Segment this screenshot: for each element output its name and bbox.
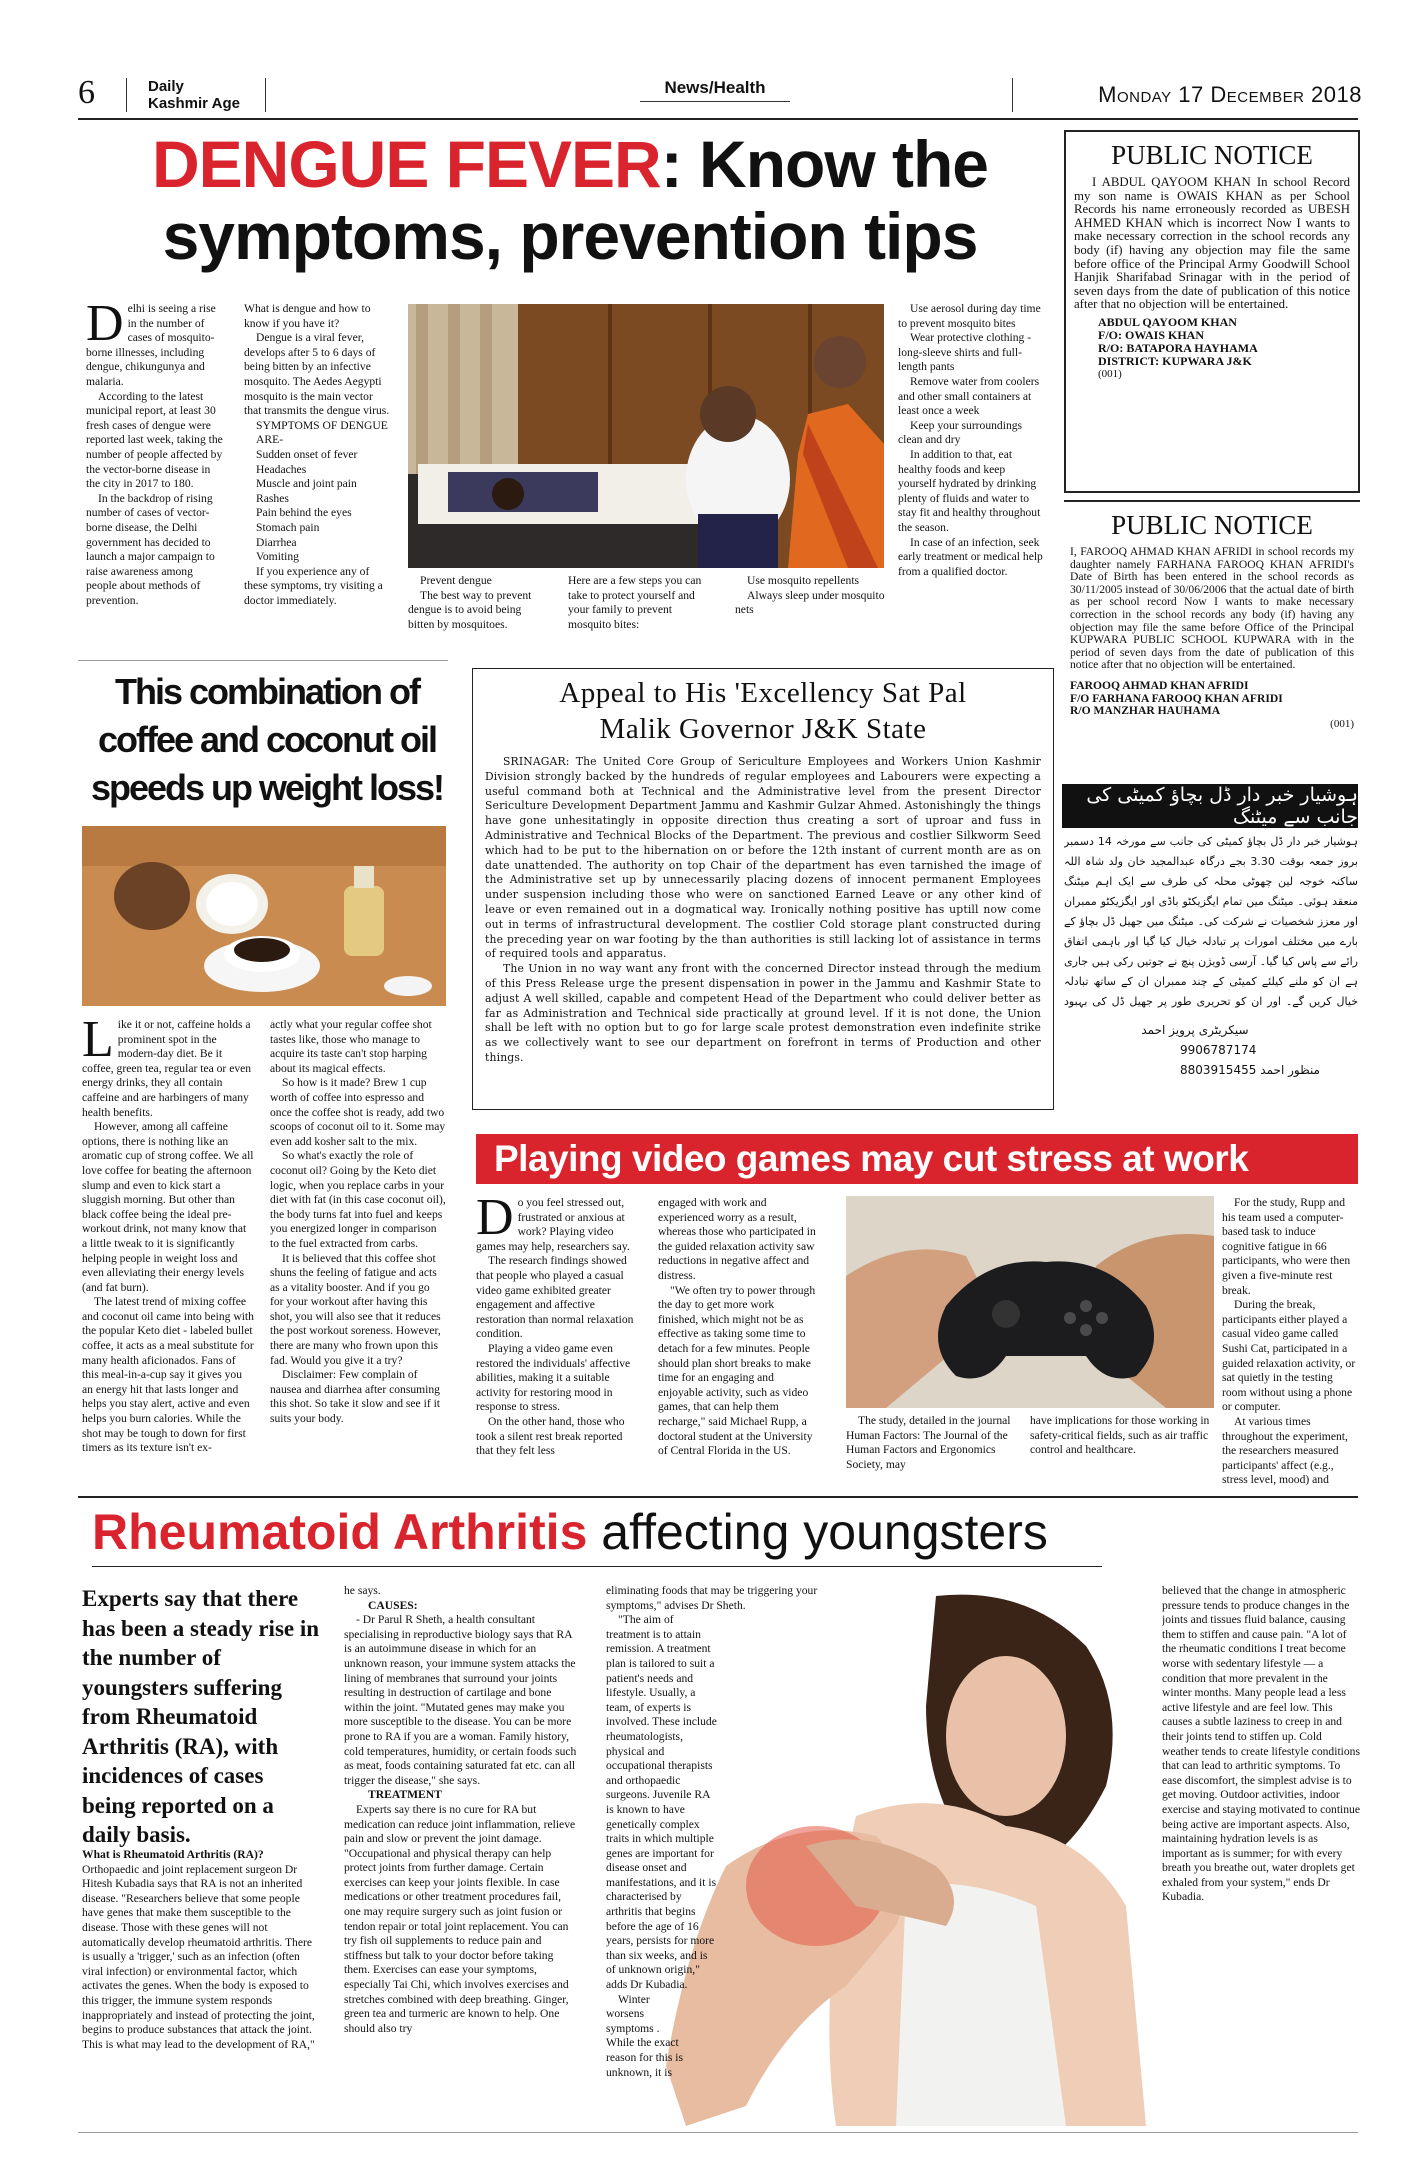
ra-col2-p2: Experts say there is no cure for RA but medication can reduce joint inflammation, relieve pain and slow or prevent the joint damage. "Occupational and physical therapy can help protect joints from further damage. Certain exercises can keep your joints flexible. In case medications or other treatment procedures fail, one may require surgery such as joint fusion or tendon repair or total joint replacement. You can try fish oil supplements to reduce pain and stiffness but talk to your doctor before taking them. Exercises can ease your symptoms, especially Tai Chi, which involves exercises and stretches combined with deep breathing. Ginger, green tea and turmeric are known to help. One should also try [344, 1802, 576, 2035]
ra-col3-p1: eliminating foods that may be triggering your symptoms," advises Dr Sheth. [606, 1584, 818, 1612]
notice2-title: PUBLIC NOTICE [1111, 510, 1313, 540]
ra-lead: Experts say that there has been a steady rise in the number of youngsters suffering from Rheumatoid Arthritis (RA), with incidences of cases being reported on a daily basis. [82, 1586, 320, 1847]
ra-col-right [1162, 1584, 1360, 2126]
games-col2-p2: "We often try to power through the day to get more work finished, which might not be as effective as taking some time to detach for a few minutes. People should plan short breaks to make time for an engaging and enjoyable activity, such as video games, that can help them recharge," said Michael Rupp, a doctoral student at the University of Central Florida in the US. [658, 1283, 816, 1458]
dengue-below3-title: Use mosquito repellents [747, 574, 860, 587]
dengue-col1-p1: elhi is seeing a rise in the number of cases of mosquito-borne illnesses, including dengue, chikungunya and malaria. [86, 302, 216, 388]
coffee-col2-p3: So what's exactly the role of coconut oil? Going by the Keto diet logic, when you replace carbs in your diet with fat (in this case coconut oil), the body turns fat into fuel and keeps you energized longer in comparison to the fuel extracted from carbs. [270, 1149, 446, 1250]
dengue-headline-black: : Know the [660, 127, 989, 201]
page-number: 6 [78, 74, 95, 111]
coffee-coconut-photo [82, 826, 446, 1006]
games-right-p2: During the break, participants either played a casual video game called Sushi Cat, participated in a guided relaxation activity, or sat quietly in the testing room without using a phone or computer. [1222, 1298, 1356, 1414]
dengue-headline-red: DENGUE FEVER [151, 127, 661, 201]
notice1-sig3: R/O: BATAPORA HAYHAMA [1098, 340, 1258, 355]
dengue-right-p1: Use aerosol during day time to prevent mosquito bites [898, 302, 1041, 330]
masthead-rule [78, 118, 1358, 120]
dengue-right-p3: Remove water from coolers and other small containers at least once a week [898, 374, 1040, 418]
symptom-item: Sudden onset of fever [256, 447, 358, 461]
dengue-right-p2: Wear protective clothing - long-sleeve shirts and full-length pants [898, 331, 1032, 374]
games-col-right [1222, 1196, 1360, 1486]
dengue-doctor-photo [408, 304, 884, 568]
paper-name-line2: Kashmir Age [148, 95, 240, 112]
coffee-col2-p1: actly what your regular coffee shot tastes like, those who manage to acquire its taste can't stop harping about its magical effects. [270, 1018, 432, 1075]
games-right-p3: At various times throughout the experiment, the researchers measured participants' affect (e.g., stress level, mood) and [1222, 1414, 1348, 1486]
public-notice-1 [1064, 130, 1360, 493]
urdu-sig-name: منظور احمد [1260, 1063, 1320, 1077]
symptom-item: Muscle and joint pain [256, 477, 357, 491]
games-below1: The study, detailed in the journal Human Factors: The Journal of the Human Factors and Ergonomics Society, may [846, 1414, 1011, 1471]
notice1-body: I ABDUL QAYOOM KHAN In school Record my son name is OWAIS KHAN as per School Records his name erroneously recorded as UBESH AHMED KHAN which is incorrect Now I wants to make necessary correction in the school records any body (if) having any objection may file the same before office of the Principal Army Goodwill School Hanjik Sharifabad Srinagar with in the period of seven days from the date of publication of this notice after that no objection will be entertained. [1074, 175, 1350, 312]
dengue-right-p4: Keep your surroundings clean and dry [898, 418, 1023, 447]
games-below2: have implications for those working in safety-critical fields, such as air traffic control and healthcare. [1030, 1414, 1210, 1457]
ra-col-1 [82, 1848, 322, 2126]
dengue-col-2 [244, 302, 392, 632]
dengue-symptoms-heading: SYMPTOMS OF DENGUE ARE- [256, 418, 388, 447]
urdu-body: ہوشیار خبر دار ڈل بچاؤ کمیٹی کی جانب سے مورخہ 14 دسمبر بروز جمعہ بوقت 3.30 بجے درگاہ عبدالمجید خان ولد شاہ اللہ ساکنہ خوجہ لین چھوٹی محلہ کی طرف سے ایک اہم میٹنگ منعقد ہوئی۔ میٹنگ میں تمام ایگزیکٹو باڈی اور ایگزیکٹو ممبران اور معزز شخصیات نے شرکت کی۔ میٹنگ میں جھیل ڈل بچاؤ کے بارے میں مختلف امورات پر تبادلہ خیال کیا گیا اور باہمی اتفاق رائے سے پاس کیا گیا۔ آرسی ڈویژن پنچ نے جوتیں رکی ہیں جاری ہے ان کو ملنے کیلئے کمیٹی کے چند ممبران ان کے ساتھ تبادلہ خیال کریں گے۔ اور ان کو تحریری طور پر جھیل ڈل کی بہبود [1064, 835, 1358, 1008]
section-label: News/Health [664, 78, 766, 97]
public-notice-2 [1064, 500, 1360, 780]
symptom-item: Pain behind the eyes [256, 506, 352, 520]
symptom-item: Headaches [256, 462, 307, 476]
urdu-sig-row [1070, 1060, 1360, 1080]
dengue-col2-p3: If you experience any of these symptoms, try visiting a doctor immediately. [244, 564, 383, 607]
ra-col3-p2: "The aim of treatment is to attain remission. A treatment plan is tailored to suit a patient's needs and lifestyle. Usually, a team, of experts is involved. These include rheumatologists, physical and occupational therapists and orthopaedic surgeons. Juvenile RA is known to have genetically complex traits in which multiple genes are important for disease onset and manifestations, and it is characterised by arthritis that begins before the age of 16 years, persists for more than six weeks, and is of unknown origin," adds Dr Kubadia. [606, 1613, 717, 1992]
ra-col3-p3: Winter worsens symptoms . While the exact reason for this is unknown, it is [606, 1992, 683, 2079]
games-col2-p1: engaged with work and experienced worry as a result, whereas those who participated in the guided relaxation activity saw reductions in negative affect and distress. [658, 1196, 816, 1282]
coffee-col-2 [270, 1018, 446, 1494]
coffee-top-rule [78, 660, 448, 661]
symptom-item: Rashes [256, 491, 289, 505]
notice2-body: I, FAROOQ AHMAD KHAN AFRIDI in school records my daughter namely FARHANA FAROOQ KHAN AFRIDI's Date of Birth has been entered in the school records as 30/11/2005 instead of 30/06/2006 that the actual date of birth as per school record Now I wants to make necessary correction in the school records any body (if) having any objection may file the same before Office of the Principal KUPWARA PUBLIC SCHOOL KUPWARA with in the period of seven days from the date of publication of this notice after that no objection will be entertained. [1070, 545, 1354, 672]
symptom-item: Diarrhea [256, 535, 297, 549]
dengue-headline [90, 128, 1050, 272]
games-col-2 [658, 1196, 816, 1486]
notice1-sig2: F/O: OWAIS KHAN [1098, 327, 1205, 342]
ra-col1-p1: Orthopaedic and joint replacement surgeon Dr Hitesh Kubadia says that RA is not an inherited disease. "Researchers believe that some people have genes that make them susceptible to the disease. Those with these genes will not automatically develop rheumatoid arthritis. There is usually a 'trigger,' such as an infection (often viral infection) or environmental factor, which activates the genes. When the body is exposed to this trigger, the immune system responds inappropriately and instead of protecting the joint, begins to produce substances that attack the joint. This is what may lead to the development of RA," [82, 1862, 315, 2051]
coffee-col1-p1: ike it or not, caffeine holds a prominent spot in the modern-day diet. Be it coffee, green tea, regular tea or even energy drinks, they all contain caffeine and are harbingers of many health benefits. [82, 1018, 252, 1119]
ra-right-p1: believed that the change in atmospheric pressure tends to produce changes in the joints and tissues fluid balance, causing them to stiffen and cause pain. "A lot of the rheumatic conditions I treat become worse with sedentary lifestyle — a condition that more prevalent in the winter months. Many people lead a less active lifestyle and are feel low. This causes a subtle laziness to creep in and their joints tend to stiffen up. Cold weather tends to create lifestyle conditions that can lead to arthritic symptoms. To ease discomfort, the simplest advise is to get moving. Outdoor activities, indoor exercise and staying motivated to continue being active are important aspects. Also, maintaining hydration levels is as important as is summer; for with every breath you breathe out, water droplets get exhaled from your system," ends Dr Kubadia. [1162, 1584, 1360, 1904]
games-below-2 [1030, 1414, 1212, 1490]
dengue-col-right [898, 302, 1046, 632]
notice1-signature [1074, 316, 1350, 381]
urdu-sig-title: سیکریٹری پرویز احمد [1141, 1023, 1249, 1037]
notice1-ref: (001) [1098, 367, 1122, 380]
dengue-col1-p3: In the backdrop of rising number of cases of vector-borne disease, the Delhi government has decided to launch a major campaign to raise awareness among people about methods of prevention. [86, 491, 215, 607]
ra-col-3 [606, 1584, 844, 2126]
paper-name-line1: Daily [148, 78, 184, 95]
appeal-box [472, 668, 1054, 1110]
dengue-dropcap: D [86, 302, 124, 352]
ra-col2-p1: - Dr Parul R Sheth, a health consultant specialising in reproductive biology says that RA is an autoimmune disease in which for an unknown reason, your immune system attacks the lining of membranes that surround your joints resulting in destruction of cartilage and bone within the joint. "Mutated genes may make you more susceptible to the disease. You can be more prone to RA if you are a woman. Family history, cold temperatures, humidity, or certain foods such as meat, foods containing saturated fat etc. can all trigger the disease," she says. [344, 1613, 577, 1787]
ra-col2-p0: he says. [344, 1584, 381, 1597]
dengue-below2-body: Here are a few steps you can take to protect yourself and your family to prevent mosquito bites: [568, 574, 702, 631]
notice2-signature [1070, 680, 1354, 730]
notice1-sig1: ABDUL QAYOOM KHAN [1098, 314, 1237, 329]
ra-treatment-heading: TREATMENT [368, 1788, 442, 1802]
symptom-item: Stomach pain [256, 520, 320, 534]
games-headline: Playing video games may cut stress at work [476, 1134, 1358, 1184]
dengue-below3-body: Always sleep under mosquito nets [735, 588, 885, 617]
dengue-col1-p2: According to the latest municipal report, at least 30 fresh cases of dengue were reported last week, taking the number of people affected by the vector-borne disease in the city in 2017 to 180. [86, 389, 223, 491]
notice1-title: PUBLIC NOTICE [1111, 140, 1313, 170]
games-right-p1: For the study, Rupp and his team used a computer-based task to induce cognitive fatigue in 66 participants, who were then given a five-minute rest break. [1222, 1196, 1351, 1297]
ra-headline [92, 1498, 1192, 1566]
coffee-col2-p2: So how is it made? Brew 1 cup worth of coffee into espresso and once the coffee shot is ready, add two scoops of coconut oil to it. Some may even add kosher salt to the mix. [270, 1076, 446, 1148]
games-col1-p1: o you feel stressed out, frustrated or anxious at work? Playing video games may help, researchers say. [476, 1196, 630, 1253]
section-underline [640, 101, 790, 102]
notice2-sig1: FAROOQ AHMAD KHAN AFRIDI [1070, 678, 1249, 692]
games-below-1 [846, 1414, 1022, 1490]
games-controller-photo [846, 1196, 1214, 1408]
urdu-signature [1070, 1020, 1360, 1100]
coffee-col2-p4: It is believed that this coffee shot shuns the feeling of fatigue and acts as a vitality booster. And if you go for your workout after having this shot, you will also see that it reduces the post workout soreness. However, there are many who frown upon this fad. Would you give it a try? [270, 1251, 441, 1367]
urdu-phone2: 8803915455 [1180, 1063, 1257, 1077]
notice1-sig4: DISTRICT: KUPWARA J&K [1098, 353, 1252, 368]
ra-headline-underline [92, 1566, 1102, 1567]
urdu-phone1: 9906787174 [1180, 1043, 1257, 1057]
ra-col-2 [344, 1584, 580, 2126]
urdu-banner: ہوشیار خبر دار ڈل بچاؤ کمیٹی کی جانب سے میٹنگ [1062, 784, 1358, 828]
games-dropcap: D [476, 1196, 514, 1246]
dengue-right-p5: In addition to that, eat healthy foods and keep yourself hydrated by drinking plenty of fluids and water to stay fit and healthy throughout the season. [898, 447, 1041, 534]
games-col1-p3: Playing a video game even restored the individuals' affective abilities, making it a suitable activity for restoring mood in response to stress. [476, 1341, 631, 1414]
coffee-dropcap: L [82, 1018, 114, 1068]
dengue-below-2 [568, 574, 718, 634]
dengue-below1-body: The best way to prevent dengue is to avoid being bitten by mosquitoes. [408, 588, 532, 631]
appeal-p2: The Union in no way want any front with the concerned Director instead through the medium of this Press Release urge the present dispensation in power in the Jammu and Kashmir State to adjust A well skilled, capable and competent Head of the Department who could deliver better as far as Administration and Technical side practically at ground level. If it is not done, the Union shall be left with no option but to go for large scale protest demonstration even indefinite strike as we collectively want to see our department on forefront in terms of Production and other things. [485, 962, 1041, 1064]
coffee-col1-p3: The latest trend of mixing coffee and coconut oil came into being with the popular Keto diet - labeled bullet coffee, it acts as a meal substitute for many health aficionados. Fans of this meal-in-a-cup say it gives you an energy hit that lasts longer and helps you stay alert, active and even helps you burn calories. While the shot may be tough to down for first timers as its texture isn't ex- [82, 1295, 254, 1455]
page-bottom-rule [78, 2132, 1358, 2133]
dengue-col2-p2: Dengue is a viral fever, develops after 5 to 6 days of being bitten by an infective mosquito. The Aedes Aegypti mosquito is the main vector that transmits the dengue virus. [244, 331, 390, 418]
coffee-col1-p2: However, among all caffeine options, there is nothing like an aromatic cup of strong coffee. We all love coffee for beating the afternoon slump and even to kick start a sluggish morning. But other than black coffee being the ideal pre-workout drink, not many know that a little tweak to it is significantly helping people in weight loss and even alleviating their energy levels (and fat burn). [82, 1120, 254, 1294]
games-col-1 [476, 1196, 642, 1486]
dengue-below-1 [408, 574, 548, 634]
notice2-sig2: F/O FARHANA FAROOQ KHAN AFRIDI [1070, 691, 1283, 705]
appeal-title-1: Appeal to His 'Excellency Sat Pal [559, 677, 967, 709]
dengue-col2-p1: What is dengue and how to know if you have it? [244, 302, 371, 330]
dengue-below1-title: Prevent dengue [420, 574, 492, 587]
dengue-headline-line2: symptoms, prevention tips [162, 199, 978, 273]
dengue-col-1 [86, 302, 224, 632]
coffee-headline: This combination of coffee and coconut oil speeds up weight loss! [90, 671, 444, 808]
coffee-col-1 [82, 1018, 254, 1494]
appeal-p1: SRINAGAR: The United Core Group of Sericulture Employees and Workers Union Kashmir Division strongly backed by the hundreds of regular employees and Labourers were expecting a useful command both at Technical and the Administrative level from the present Director Sericulture Development Department Jammu and Kashmir Gulzar Ahmed. Astonishingly the things have gone unhesitatingly in opposite direction thus creating a sort of uproar and fuss in Administrative and Technical Blocks of the Department. The previous and costlier Silkworm Seed which had to be put to the hibernation on or before the 12th instant of current month are as on date unattended. The authority on top Chair of the department has even tarnished the image of the Administrative set up by unnecessarily placing dozens of innocent permanent Employees under suspension including those who were on sanctioned Earned Leave or any other kind of leave or even remained out in a dogmatical way. Ironically nothing positive has uptill now come out in terms of infrastructural development. The costlier Cold storage plant constructed during the preceding year on war footing by the than authorities is still lacking lot of assistance in terms of required tools and apparatus. [485, 755, 1041, 961]
issue-date: Monday 17 December 2018 [1098, 82, 1362, 107]
notice2-ref: (001) [1330, 717, 1354, 730]
coffee-col2-p5: Disclaimer: Few complain of nausea and diarrhea after consuming this shot. So take it slow and see if it suits your body. [270, 1368, 441, 1426]
games-col1-p4: On the other hand, those who took a silent rest break reported that they felt less [476, 1414, 625, 1458]
dengue-right-p6: In case of an infection, seek early treatment or medical help from a qualified doctor. [898, 535, 1043, 578]
ra-q1: What is Rheumatoid Arthritis (RA)? [82, 1848, 264, 1861]
ra-headline-red: Rheumatoid Arthritis [92, 1504, 588, 1560]
ra-headline-black: affecting youngsters [601, 1504, 1048, 1560]
page-number-divider [126, 78, 127, 112]
symptom-item: Vomiting [256, 550, 299, 564]
paper-name-divider [265, 78, 266, 112]
notice2-sig3: R/O MANZHAR HAUHAMA [1070, 704, 1221, 718]
dengue-below-3 [735, 574, 885, 634]
games-col1-p2: The research findings showed that people who played a casual video game exhibited greater engagement and affective restoration than normal relaxation condition. [476, 1254, 634, 1341]
date-divider [1012, 78, 1013, 112]
appeal-title-2: Malik Governor J&K State [599, 713, 927, 745]
dengue-symptoms-list [244, 448, 392, 565]
ra-causes-heading: CAUSES: [368, 1598, 418, 1612]
